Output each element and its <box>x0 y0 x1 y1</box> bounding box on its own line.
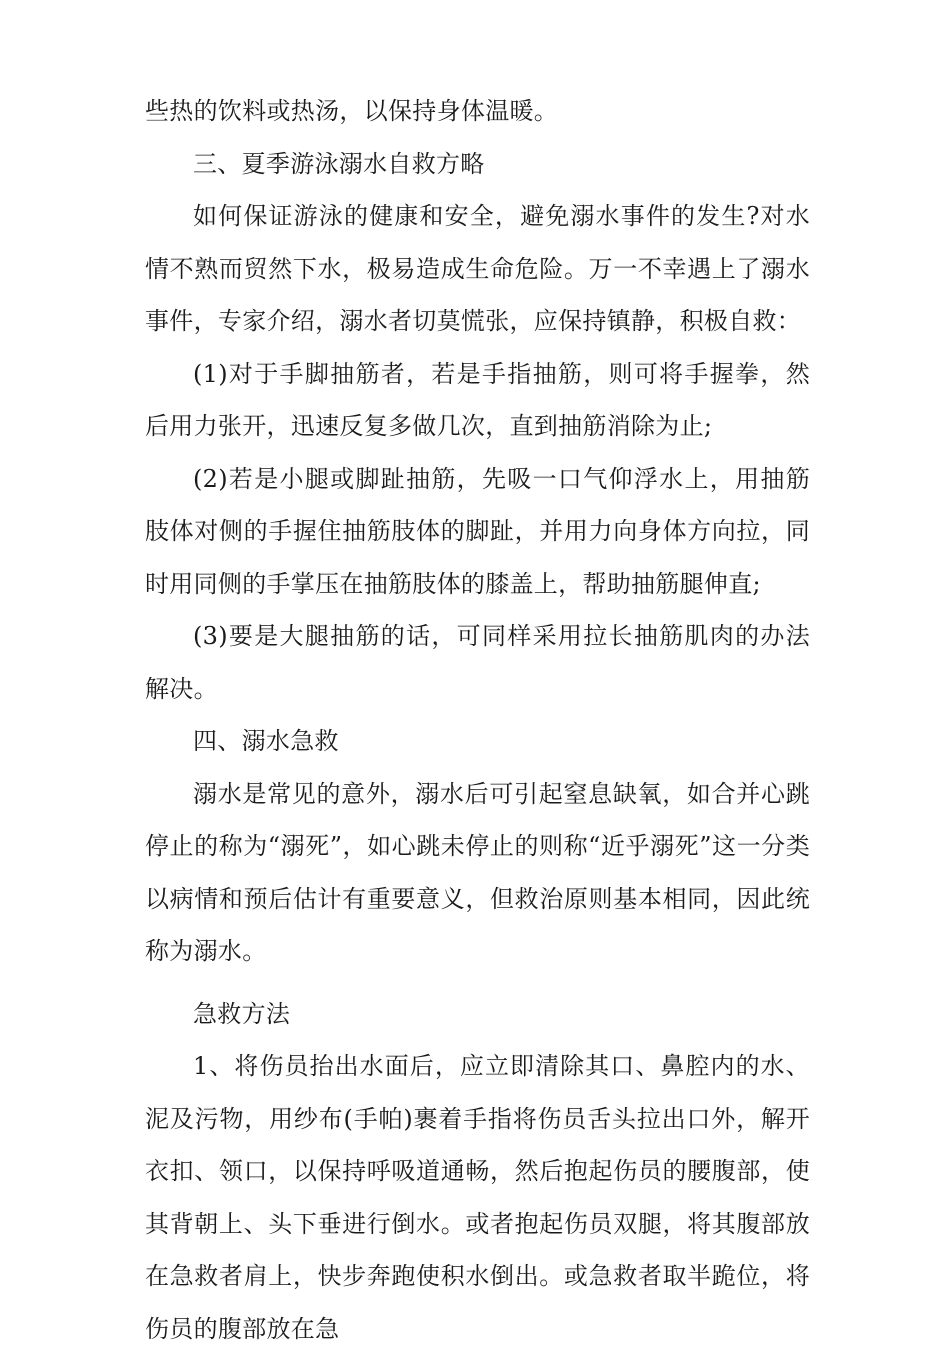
paragraph: 些热的饮料或热汤，以保持身体温暖。 <box>145 97 559 125</box>
paragraph: 急救方法 <box>193 999 291 1028</box>
paragraph: (2)若是小腿或脚趾抽筋，先吸一口气仰浮水上，用抽筋肢体对侧的手握住抽筋肢体的脚趾，并用力向身体方向拉，同时用同侧的手掌压在抽筋肢体的膝盖上，帮助抽筋腿伸直; <box>145 464 810 598</box>
paragraph: 溺水是常见的意外，溺水后可引起窒息缺氧，如合并心跳停止的称为“溺死”，如心跳未停止的则称“近乎溺死”这一分类以病情和预后估计有重要意义，但救治原则基本相同，因此统称为溺水。 <box>145 779 810 965</box>
paragraph: 1、将伤员抬出水面后，应立即清除其口、鼻腔内的水、泥及污物，用纱布(手帕)裹着手指将伤员舌头拉出口外，解开衣扣、领口，以保持呼吸道通畅，然后抱起伤员的腰腹部，使其背朝上、头下垂进行倒水。或者抱起伤员双腿，将其腹部放在急救者肩上，快步奔跑使积水倒出。或急救者取半跪位，将伤员的腹部放在急 <box>145 1052 810 1343</box>
paragraph: (1)对于手脚抽筋者，若是手指抽筋，则可将手握拳，然后用力张开，迅速反复多做几次，直到抽筋消除为止; <box>145 359 810 440</box>
paragraph: 如何保证游泳的健康和安全，避免溺水事件的发生?对水情不熟而贸然下水，极易造成生命危险。万一不幸遇上了溺水事件，专家介绍，溺水者切莫慌张，应保持镇静，积极自救： <box>145 202 810 335</box>
paragraph: 三、夏季游泳溺水自救方略 <box>193 149 485 178</box>
paragraph: (3)要是大腿抽筋的话，可同样采用拉长抽筋肌肉的办法解决。 <box>145 622 810 703</box>
document-body <box>145 85 810 1355</box>
paragraph: 四、溺水急救 <box>193 727 339 755</box>
paragraph-spacer <box>145 978 810 988</box>
